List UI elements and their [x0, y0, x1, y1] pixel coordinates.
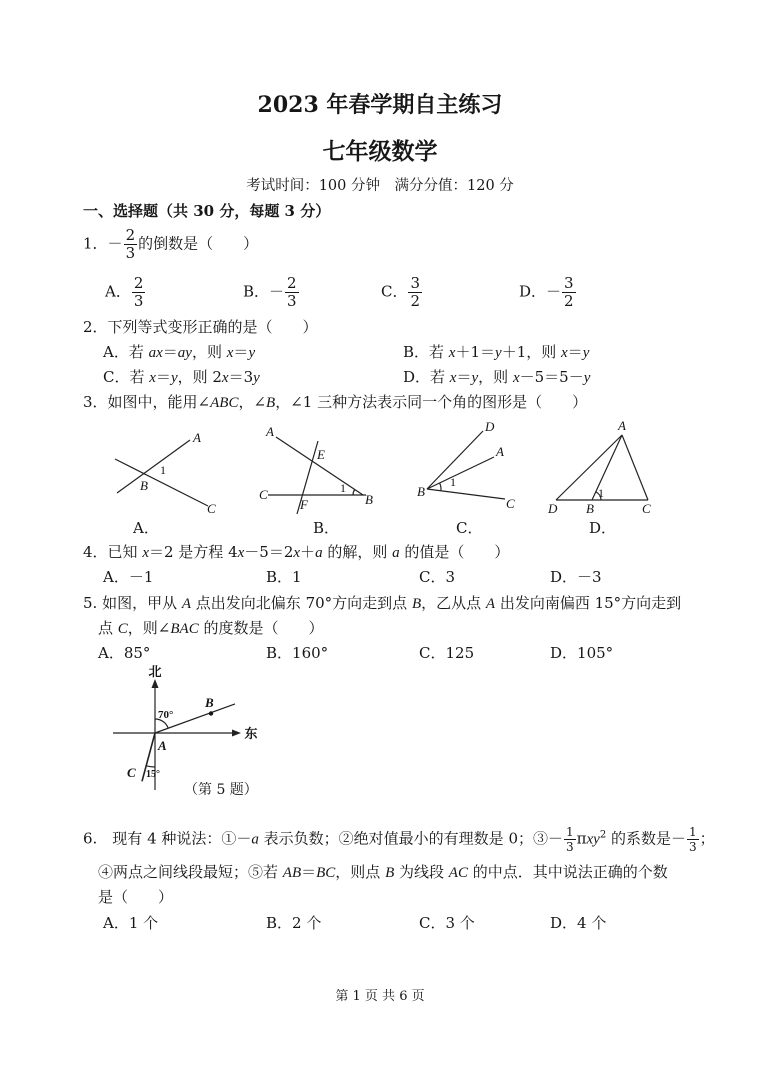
- page-footer: 第 1 页 共 6 页: [335, 989, 425, 1004]
- q3-stem: [83, 392, 587, 413]
- q6-stem-line-1: [83, 826, 715, 853]
- math-variable: x: [448, 345, 456, 361]
- math-variable: AB: [282, 865, 302, 881]
- math-variable: B: [385, 865, 395, 881]
- q5-option-c: C．125: [419, 644, 475, 662]
- text-run: A．: [105, 282, 131, 301]
- text-run: －5＝5－: [519, 368, 584, 386]
- math-variable: x: [142, 545, 149, 561]
- q5-stem-line-1: [83, 593, 681, 614]
- angle-arc: [440, 483, 441, 491]
- text-run: ，则点: [335, 863, 386, 881]
- point-b-dot: [209, 711, 213, 715]
- math-variable: ax: [148, 345, 163, 361]
- q3-figure-d: [547, 418, 651, 516]
- q3-figure-a-label: A．: [133, 519, 159, 537]
- text-run: 点出发向北偏东 70°方向走到点: [191, 594, 412, 612]
- text-run: 5. 如图，甲从: [83, 594, 182, 612]
- line-ab: [592, 435, 622, 500]
- math-variable: y: [495, 345, 502, 361]
- text-run: ④两点之间线段最短；⑤若: [98, 863, 283, 881]
- fraction-numerator: 2: [125, 226, 136, 244]
- text-run: ＝2 是方程 4: [148, 543, 238, 561]
- fraction-denominator: 3: [133, 292, 144, 310]
- text-run: 的度数是（ ）: [198, 619, 324, 637]
- q5-stem-line-2: [98, 618, 324, 639]
- fraction: [124, 228, 138, 261]
- q3-figure-c-label: C．: [456, 519, 483, 537]
- math-variable: x: [221, 370, 229, 386]
- text-run: A．若: [103, 343, 149, 361]
- point-label: B: [140, 478, 148, 493]
- text-run: －: [546, 282, 562, 301]
- q6-stem-line-2: [98, 862, 668, 883]
- q3-figure-b: [259, 424, 373, 514]
- math-variable: x: [237, 545, 245, 561]
- q4-option-d: D．－3: [550, 568, 602, 586]
- text-run: ，则: [478, 368, 513, 386]
- line-ac: [622, 435, 648, 500]
- text-run: ＝: [567, 343, 583, 361]
- text-run: －5＝2: [244, 543, 294, 561]
- point-label: B: [365, 492, 373, 507]
- text-run: ＝: [233, 343, 249, 361]
- text-run: ，∠: [238, 393, 267, 411]
- subject-title: 七年级数学: [322, 138, 438, 165]
- q3-figure-a: [115, 430, 216, 516]
- math-variable: x: [449, 370, 457, 386]
- math-variable: BAC: [170, 621, 199, 637]
- fraction-numerator: 1: [688, 825, 697, 839]
- math-variable: y: [471, 370, 479, 386]
- angle-arc-15: [146, 766, 155, 767]
- q1-option-a: [105, 276, 146, 309]
- line-ad: [556, 435, 622, 500]
- point-label: C: [506, 496, 515, 511]
- q1-option-c: [381, 276, 423, 309]
- q2-option-b: [403, 342, 589, 363]
- math-variable: y: [170, 370, 178, 386]
- text-run: 3．如图中，能用∠: [83, 393, 211, 411]
- math-variable: A: [181, 596, 192, 612]
- point-label: A: [266, 424, 274, 439]
- fraction-denominator: 3: [287, 292, 297, 310]
- math-variable: ay: [177, 345, 192, 361]
- fraction-denominator: 3: [125, 244, 136, 262]
- text-run: ＝3: [228, 368, 254, 386]
- text-run: D．: [519, 282, 547, 301]
- text-run: 6. 现有 4 种说法：①－: [83, 829, 252, 848]
- q6-option-c: C．3 个: [419, 914, 475, 932]
- text-run: 的中点．其中说法正确的个数: [467, 863, 668, 881]
- fraction-numerator: 2: [287, 274, 297, 292]
- math-variable: y: [248, 345, 256, 361]
- math-variable: a: [315, 545, 323, 561]
- math-variable: y: [582, 345, 590, 361]
- fraction-numerator: 1: [566, 825, 574, 839]
- angle-label: 1: [450, 475, 456, 489]
- q6-option-b: B．2 个: [266, 914, 322, 932]
- q2-stem: 2．下列等式变形正确的是（ ）: [83, 318, 318, 336]
- math-variable: xy: [586, 831, 600, 848]
- q1-option-b: [243, 276, 300, 309]
- q3-figures: [100, 418, 660, 518]
- math-variable: BC: [316, 865, 336, 881]
- text-run: ＋1＝: [455, 343, 496, 361]
- text-run: 的解，则: [322, 543, 393, 561]
- math-variable: B: [411, 596, 422, 612]
- text-run: 出发向南偏西 15°方向走到: [495, 594, 682, 612]
- q3-figure-d-label: D．: [589, 519, 617, 537]
- text-run: π: [576, 829, 587, 848]
- q6-stem-line-3: [98, 887, 173, 907]
- q4-option-c: C．3: [419, 568, 456, 586]
- point-c-label: C: [127, 765, 136, 780]
- text-run: ，则: [191, 343, 227, 361]
- q3-figure-b-label: B．: [313, 519, 340, 537]
- text-run: 的倒数是（ ）: [138, 234, 259, 253]
- math-variable: A: [485, 596, 496, 612]
- text-run: 点: [98, 619, 118, 637]
- fraction-numerator: 3: [564, 274, 574, 292]
- text-run: 4．已知: [83, 543, 143, 561]
- math-variable: x: [293, 545, 301, 561]
- text-run: ＝: [155, 368, 171, 386]
- text-run: ＝: [162, 343, 178, 361]
- fraction: [408, 276, 422, 309]
- text-run: 1．: [83, 234, 108, 253]
- fraction-numerator: 2: [133, 274, 144, 292]
- q6-option-d: D．4 个: [550, 914, 607, 932]
- point-b-label: B: [205, 695, 214, 710]
- q5-option-d: D．105°: [550, 644, 614, 662]
- text-run: ＝: [456, 368, 472, 386]
- point-label: B: [586, 501, 594, 516]
- ray-bc: [427, 489, 505, 499]
- text-run: D．若: [403, 368, 450, 386]
- fraction: [562, 276, 576, 309]
- east-label: 东: [244, 726, 258, 741]
- math-variable: x: [226, 345, 234, 361]
- text-run: ，∠1 三种方法表示同一个角的图形是（ ）: [275, 393, 588, 411]
- point-label: A: [496, 444, 504, 459]
- math-variable: ABC: [210, 395, 239, 411]
- text-run: C．: [381, 282, 408, 301]
- q1-option-d: [519, 276, 577, 309]
- north-arrow-icon: [152, 679, 159, 688]
- q4-option-b: B．1: [266, 568, 302, 586]
- q2-option-d: [403, 367, 590, 388]
- point-label: A: [193, 430, 201, 445]
- point-a-label: A: [158, 738, 167, 753]
- fraction-denominator: 2: [410, 292, 421, 310]
- line-ab: [276, 437, 363, 495]
- fraction: [687, 826, 699, 853]
- math-variable: a: [251, 831, 259, 848]
- section-heading: 一、选择题（共 30 分，每题 3 分）: [83, 202, 331, 220]
- fraction-denominator: 2: [564, 292, 574, 310]
- text-run: ；: [699, 829, 715, 848]
- math-variable: a: [392, 545, 400, 561]
- math-variable: y: [583, 370, 591, 386]
- text-run: 的值是（ ）: [399, 543, 510, 561]
- text-run: 的系数是－: [606, 829, 686, 848]
- text-run: ＋: [300, 543, 316, 561]
- angle-label: 1: [160, 463, 166, 477]
- text-run: －: [107, 234, 123, 253]
- math-variable: x: [512, 370, 520, 386]
- text-run: ，则 2: [177, 368, 222, 386]
- point-label: A: [618, 418, 626, 433]
- point-label: C: [642, 501, 651, 516]
- ray-ba: [427, 457, 494, 489]
- q5-figure: [105, 663, 265, 798]
- point-label: C: [259, 487, 268, 502]
- text-run: ，乙从点: [421, 594, 486, 612]
- angle-label-70: 70°: [158, 709, 174, 721]
- fraction-denominator: 3: [566, 840, 574, 854]
- text-run: B．若: [403, 343, 449, 361]
- exam-info: 考试时间：100 分钟 满分分值：120 分: [246, 178, 514, 194]
- angle-label: 1: [598, 486, 604, 500]
- text-run: C．若: [103, 368, 150, 386]
- math-variable: y: [253, 370, 260, 386]
- page-title: 2023 年春学期自主练习: [257, 92, 503, 118]
- q5-option-a: A．85°: [98, 644, 151, 662]
- fraction: [564, 826, 576, 853]
- q2-option-a: [103, 342, 255, 363]
- east-arrow-icon: [232, 730, 241, 737]
- ray-ba: [117, 440, 190, 493]
- text-run: ，则∠: [127, 619, 171, 637]
- q2-option-c: [103, 367, 260, 388]
- fraction: [285, 276, 299, 309]
- angle-label: 1: [340, 481, 346, 495]
- point-label: D: [548, 501, 558, 516]
- north-label: 北: [148, 664, 162, 679]
- q5-option-b: B．160°: [266, 644, 329, 662]
- math-variable: x: [561, 345, 568, 361]
- text-run: 是（ ）: [98, 888, 174, 906]
- fraction: [132, 276, 146, 309]
- math-variable: AC: [448, 865, 468, 881]
- q4-option-a: A．－1: [103, 568, 154, 586]
- point-label: D: [485, 419, 495, 434]
- text-run: 为线段: [394, 863, 449, 881]
- point-label: F: [300, 497, 308, 512]
- math-variable: x: [149, 370, 156, 386]
- math-variable: B: [266, 395, 276, 411]
- math-variable: C: [117, 621, 128, 637]
- point-label: B: [417, 484, 425, 499]
- angle-label-15: 15°: [146, 769, 160, 780]
- text-run: ＝: [301, 863, 317, 881]
- text-run: ＋1，则: [501, 343, 561, 361]
- superscript: 2: [599, 829, 607, 841]
- q4-stem: [83, 542, 509, 563]
- point-label: C: [207, 501, 216, 516]
- fraction-denominator: 3: [688, 840, 697, 854]
- point-label: E: [317, 447, 325, 462]
- q5-figure-caption: （第 5 题）: [184, 782, 258, 798]
- q3-figure-c: [417, 419, 515, 511]
- text-run: －: [269, 282, 285, 301]
- angle-arc: [353, 490, 355, 496]
- fraction-numerator: 3: [410, 274, 421, 292]
- text-run: B．: [243, 282, 270, 301]
- q1-stem: [83, 228, 258, 261]
- q6-option-a: A．1 个: [103, 914, 159, 932]
- text-run: 表示负数；②绝对值最小的有理数是 0；③－: [258, 829, 563, 848]
